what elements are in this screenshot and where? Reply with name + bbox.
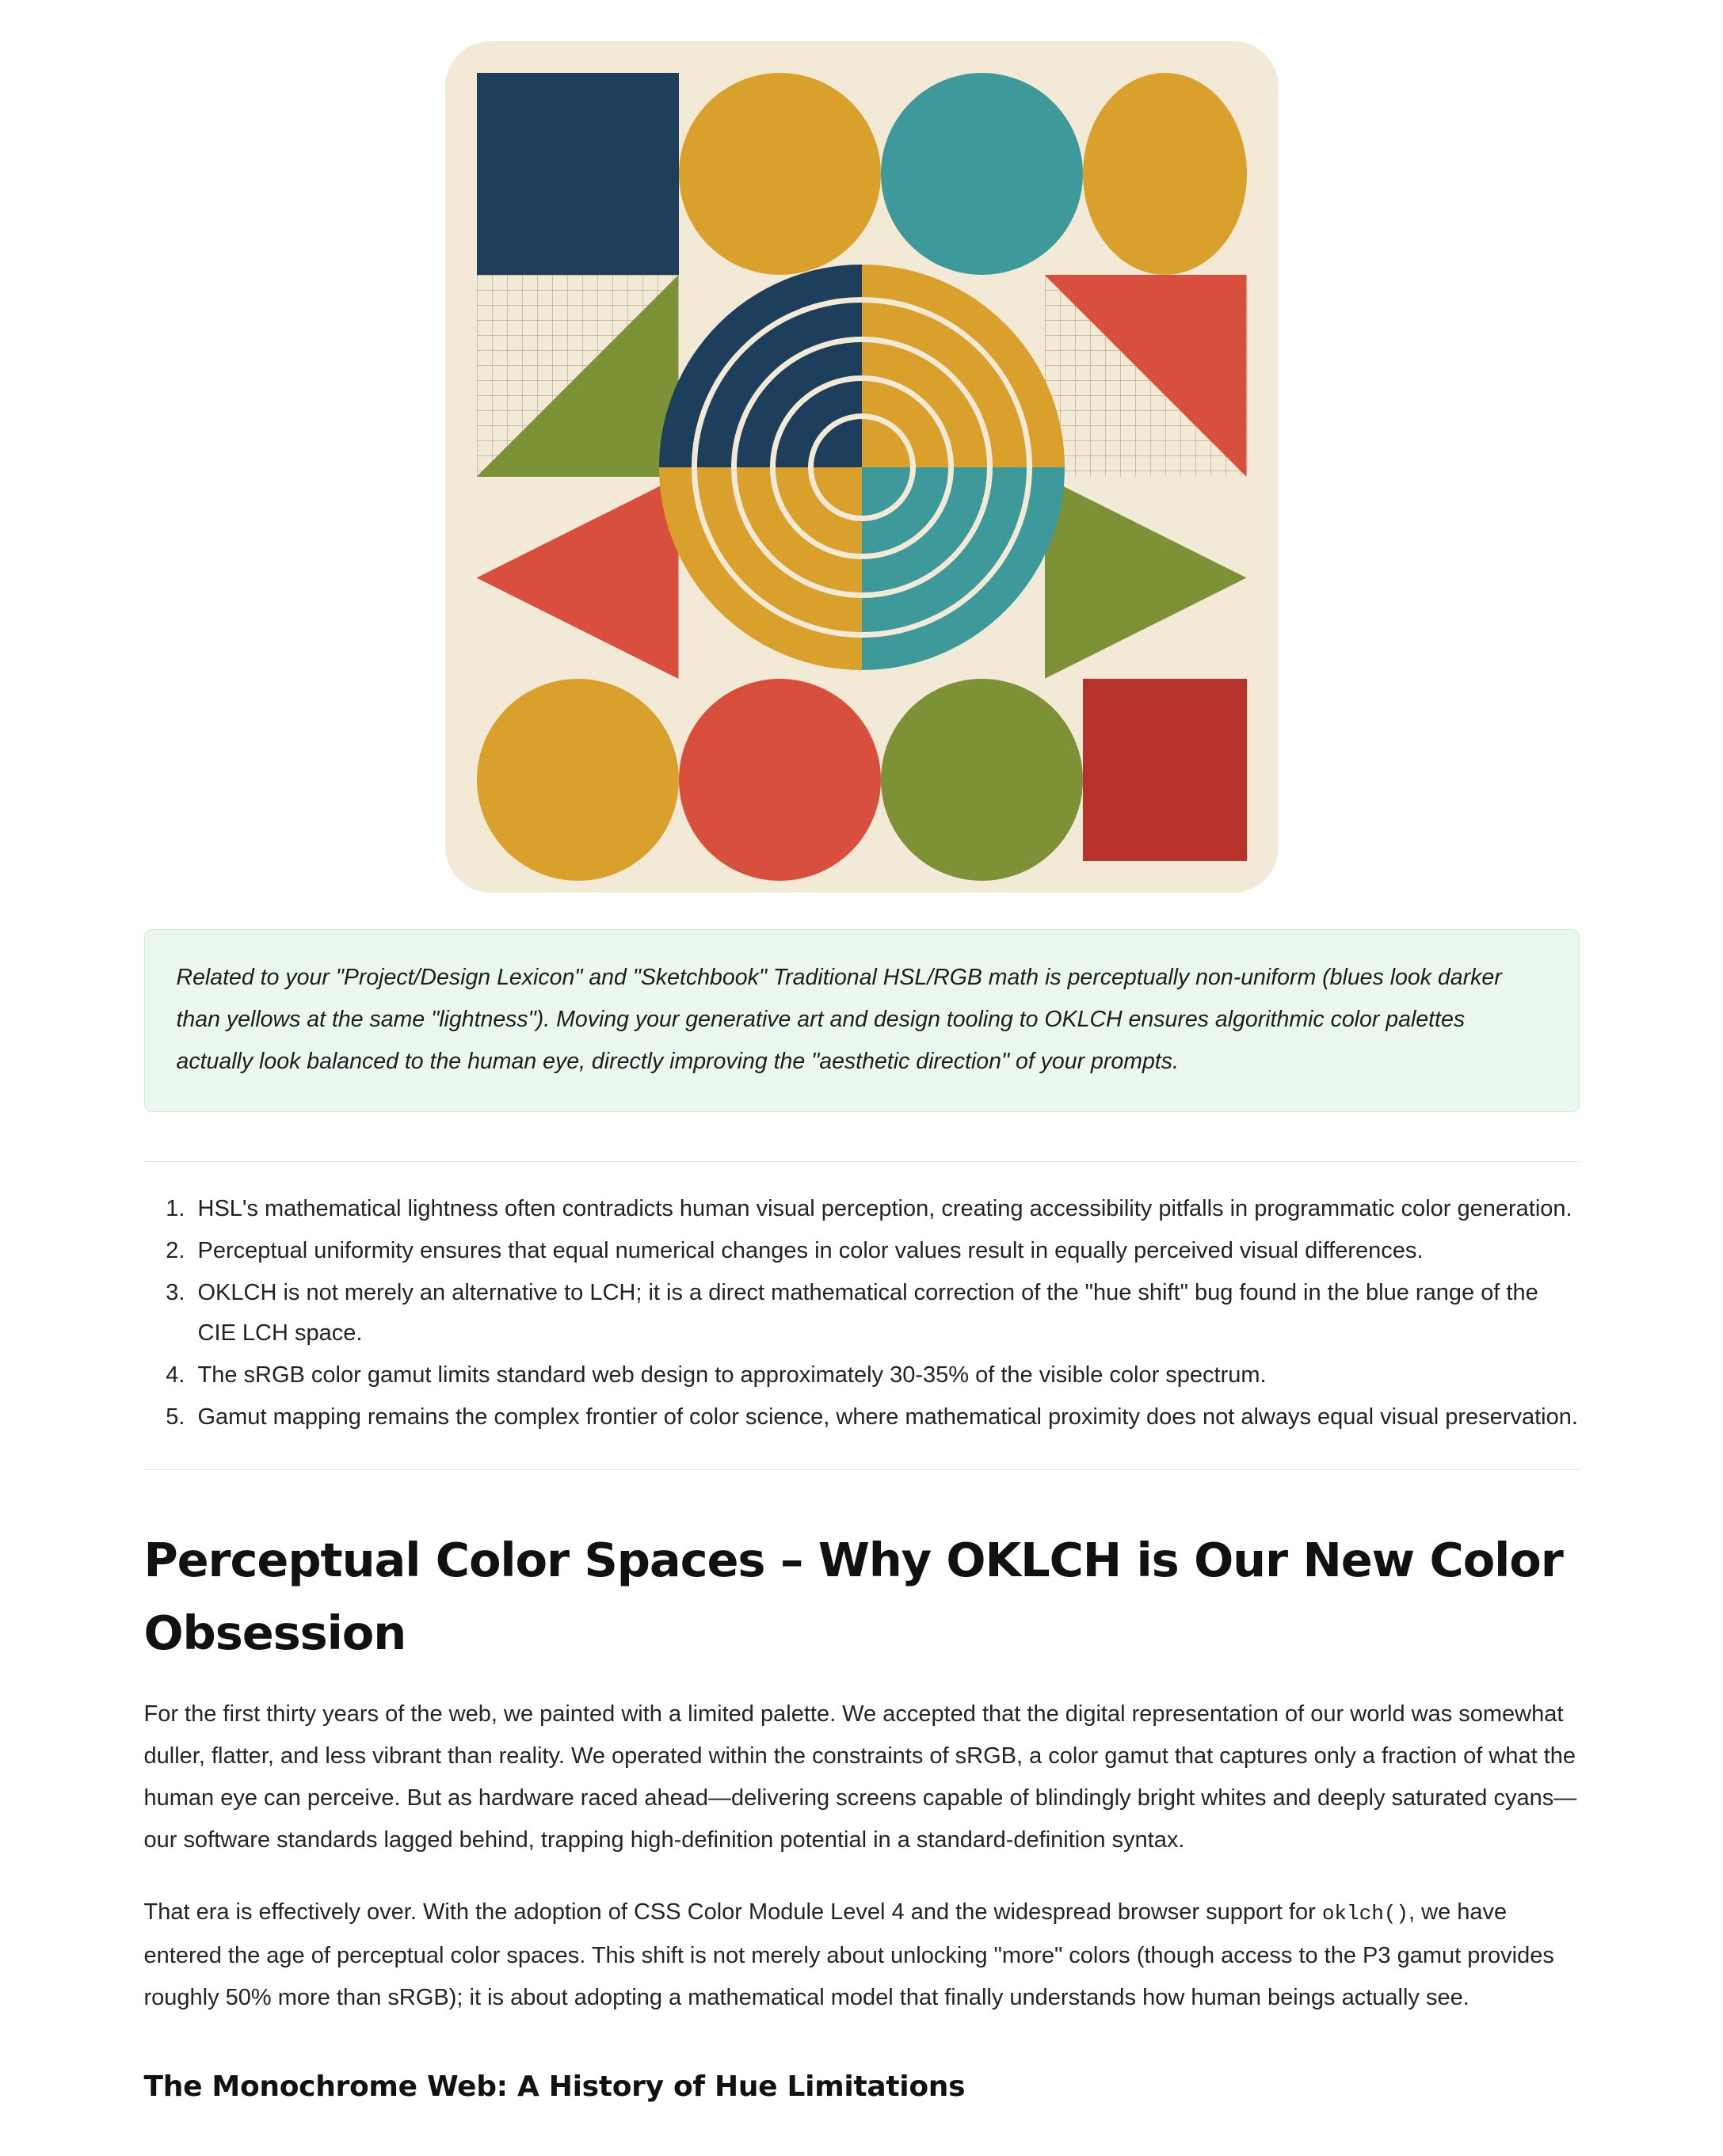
section-subheading: The Monochrome Web: A History of Hue Limitations <box>143 2070 966 2103</box>
page-title: Perceptual Color Spaces – Why OKLCH is Our New Color Obsession <box>143 1533 1563 1660</box>
list-item: 3. OKLCH is not merely an alternative to LCH; it is a direct mathematical correction of the "hue shift" bug found in the blue range of the CIE LCH space. <box>192 1273 1580 1354</box>
divider-top <box>144 1161 1580 1162</box>
shape-red-circle-bottom <box>679 679 881 881</box>
list-item: 1. HSL's mathematical lightness often contradicts human visual perception, creating accessibility pitfalls in programmatic color generation. <box>192 1189 1580 1229</box>
list-item: 4. The sRGB color gamut limits standard web design to approximately 30-35% of the visible color spectrum. <box>192 1355 1580 1396</box>
oklch-code-token: oklch() <box>1321 1902 1409 1926</box>
article-paragraph-2 <box>144 1891 1580 2019</box>
article-body <box>144 1470 1580 2109</box>
hero-image-container <box>0 0 1723 893</box>
shape-dark-red-square-bottom-right <box>1083 679 1247 861</box>
shape-red-arrow-left <box>477 477 679 679</box>
shape-olive-circle-bottom <box>881 679 1083 881</box>
callout-text: Related to your "Project/Design Lexicon" and "Sketchbook" Traditional HSL/RGB math is perceptually non-uniform (blues look darker than yellows at the same "lightness"). Moving your generative art and design tooling to OKLCH ensures algorithmic color palettes actually look balanced to the human eye, directly improving the "aesthetic direction" of your prompts. <box>176 965 1502 1074</box>
callout-box <box>144 929 1580 1112</box>
article-paragraph-1: For the first thirty years of the web, we painted with a limited palette. We accepted that the digital representation of our world was somewhat duller, flatter, and less vibrant than reality. We operated within the constraints of sRGB, a color gamut that captures only a fraction of what the human eye can perceive. But as hardware raced ahead—delivering screens capable of blindingly bright whites and deeply saturated cyans—our software standards lagged behind, trapping high-definition potential in a standard-definition syntax. <box>143 1701 1577 1853</box>
list-item: 2. Perceptual uniformity ensures that equal numerical changes in color values result in equally perceived visual differences. <box>192 1231 1580 1271</box>
shape-olive-arrow-right <box>1045 477 1247 679</box>
shape-gold-circle-top-1 <box>679 73 881 275</box>
paragraph-2-tail: , we have entered the age of perceptual color spaces. This shift is not merely about unlocking "more" colors (though access to the P3 gamut provides roughly 50% more than sRGB); it is about adopting a mathematical model that finally understands how human beings actually see. <box>143 1899 1554 2010</box>
paragraph-2-lead: That era is effectively over. With the adoption of CSS Color Module Level 4 and the widespread browser support for <box>143 1899 1322 1925</box>
shape-center-medallion <box>659 265 1065 670</box>
shape-teal-circle-top <box>881 73 1083 275</box>
shape-gold-circle-bottom <box>477 679 679 881</box>
shape-gold-circle-top-2 <box>1083 73 1247 275</box>
medallion-ring-4 <box>808 413 916 521</box>
hero-artwork <box>445 41 1279 893</box>
key-takeaways-list <box>144 1189 1580 1438</box>
list-item: 5. Gamut mapping remains the complex frontier of color science, where mathematical proximity does not always equal visual preservation. <box>192 1397 1580 1438</box>
shape-navy-square-top-left <box>477 73 679 275</box>
